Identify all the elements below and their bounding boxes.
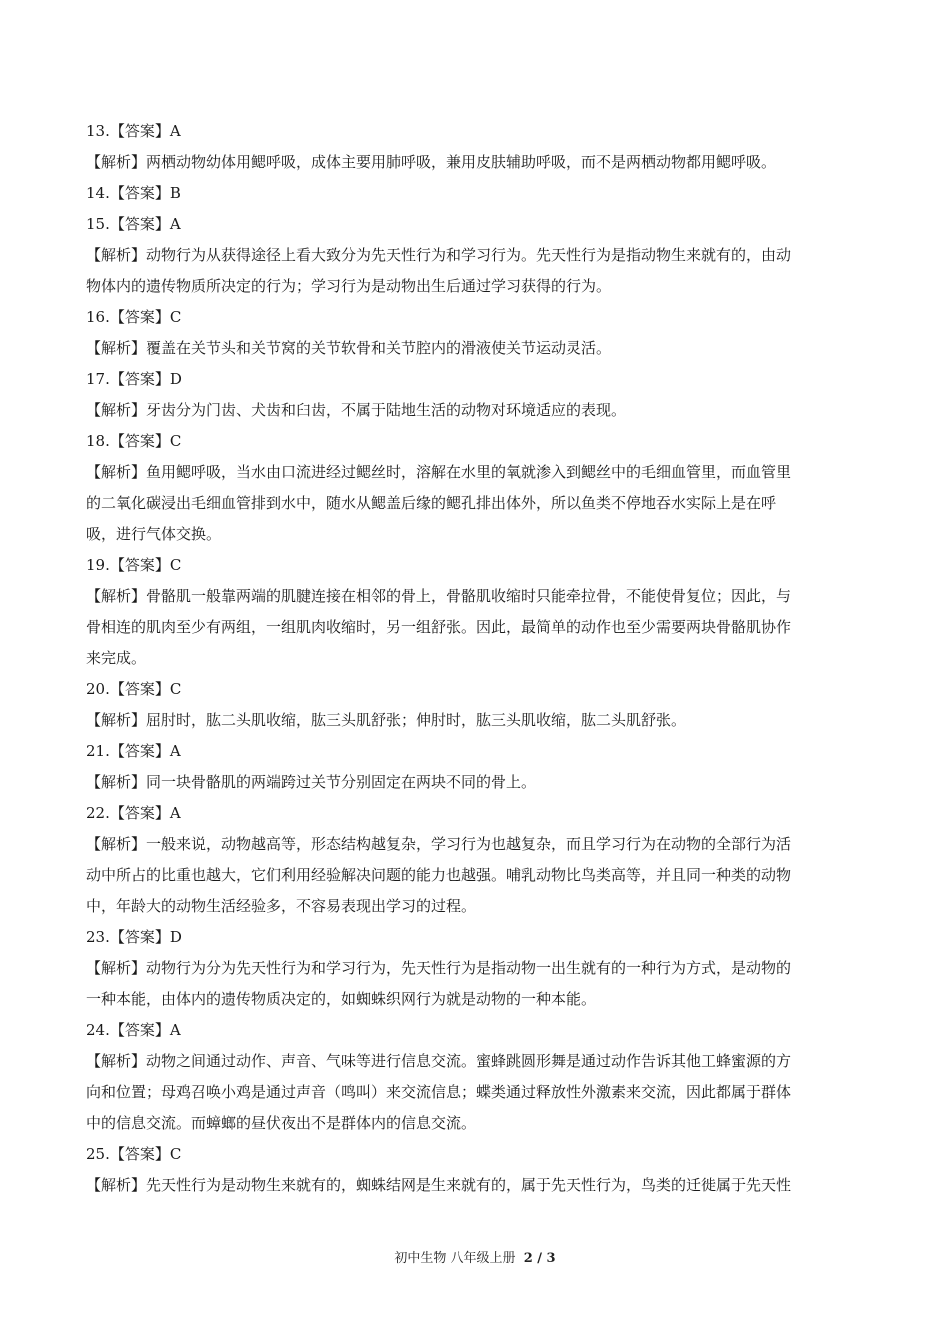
answer-line: 21.【答案】A [86,742,181,760]
answer-line: 17.【答案】D [86,370,182,388]
analysis-line: 【解析】两栖动物幼体用鳃呼吸，成体主要用肺呼吸，兼用皮肤辅助呼吸，而不是两栖动物都用鳃呼吸。 [86,153,777,171]
answer-item [86,550,866,674]
answer-item [86,116,866,178]
analysis-line: 【解析】屈肘时，肱二头肌收缩，肱三头肌舒张；伸肘时，肱三头肌收缩，肱二头肌舒张。 [86,711,687,729]
analysis-line: 【解析】动物行为从获得途径上看大致分为先天性行为和学习行为。先天性行为是指动物生来就有的，由动 [86,246,792,264]
answer-content [86,116,866,1201]
answer-line: 18.【答案】C [86,432,182,450]
analysis-line: 来完成。 [86,649,147,667]
analysis-line: 【解析】先天性行为是动物生来就有的，蜘蛛结网是生来就有的，属于先天性行为，鸟类的迁徙属于先天性 [86,1176,792,1194]
analysis-line: 骨相连的肌肉至少有两组，一组肌肉收缩时，另一组舒张。因此，最简单的动作也至少需要两块骨骼肌协作 [86,618,792,636]
answer-line: 13.【答案】A [86,122,181,140]
answer-line: 15.【答案】A [86,215,181,233]
answer-item [86,736,866,798]
analysis-line: 【解析】鱼用鳃呼吸，当水由口流进经过鳃丝时，溶解在水里的氧就渗入到鳃丝中的毛细血管里，而血管里 [86,463,792,481]
analysis-line: 中的信息交流。而蟑螂的昼伏夜出不是群体内的信息交流。 [86,1114,477,1132]
analysis-line: 【解析】同一块骨骼肌的两端跨过关节分别固定在两块不同的骨上。 [86,773,537,791]
analysis-line: 向和位置；母鸡召唤小鸡是通过声音（鸣叫）来交流信息；蝶类通过释放性外激素来交流，因此都属于群体 [86,1083,792,1101]
answer-item [86,209,866,302]
analysis-line: 吸，进行气体交换。 [86,525,222,543]
answer-line: 23.【答案】D [86,928,182,946]
answer-item [86,364,866,426]
analysis-line: 一种本能，由体内的遗传物质决定的，如蜘蛛织网行为就是动物的一种本能。 [86,990,597,1008]
analysis-line: 【解析】覆盖在关节头和关节窝的关节软骨和关节腔内的滑液使关节运动灵活。 [86,339,612,357]
page-number: 2 / 3 [523,1251,556,1266]
analysis-line: 中，年龄大的动物生活经验多，不容易表现出学习的过程。 [86,897,477,915]
page-footer [0,1250,950,1268]
answer-line: 25.【答案】C [86,1145,182,1163]
analysis-line: 动中所占的比重也越大，它们利用经验解决问题的能力也越强。哺乳动物比鸟类高等，并且同一种类的动物 [86,866,792,884]
answer-line: 19.【答案】C [86,556,182,574]
answer-line: 22.【答案】A [86,804,181,822]
analysis-line: 【解析】动物之间通过动作、声音、气味等进行信息交流。蜜蜂跳圆形舞是通过动作告诉其他工蜂蜜源的方 [86,1052,792,1070]
answer-line: 24.【答案】A [86,1021,181,1039]
answer-item [86,674,866,736]
analysis-line: 【解析】牙齿分为门齿、犬齿和臼齿，不属于陆地生活的动物对环境适应的表现。 [86,401,627,419]
answer-item [86,178,866,209]
answer-line: 14.【答案】B [86,184,181,202]
answer-item [86,798,866,922]
analysis-line: 物体内的遗传物质所决定的行为；学习行为是动物出生后通过学习获得的行为。 [86,277,612,295]
analysis-line: 【解析】一般来说，动物越高等，形态结构越复杂，学习行为也越复杂，而且学习行为在动物的全部行为活 [86,835,792,853]
answer-item [86,302,866,364]
analysis-line: 【解析】骨骼肌一般靠两端的肌腱连接在相邻的骨上，骨骼肌收缩时只能牵拉骨，不能使骨复位；因此，与 [86,587,792,605]
footer-title: 初中生物 八年级上册 [394,1251,516,1266]
answer-item [86,922,866,1015]
analysis-line: 【解析】动物行为分为先天性行为和学习行为，先天性行为是指动物一出生就有的一种行为方式，是动物的 [86,959,792,977]
answer-item [86,1139,866,1201]
answer-item [86,1015,866,1139]
answer-item [86,426,866,550]
analysis-line: 的二氧化碳浸出毛细血管排到水中，随水从鳃盖后缘的鳃孔排出体外，所以鱼类不停地吞水实际上是在呼 [86,494,777,512]
answer-line: 16.【答案】C [86,308,182,326]
answer-line: 20.【答案】C [86,680,182,698]
